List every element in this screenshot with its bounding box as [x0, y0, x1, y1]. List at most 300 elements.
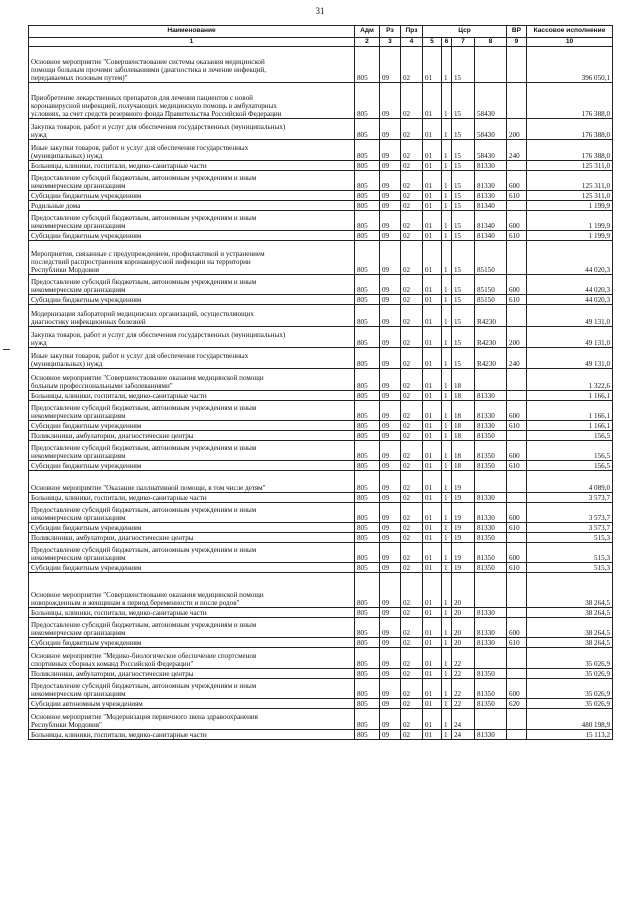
row-csr-part3: 15	[452, 140, 475, 161]
row-csr-part3: 15	[452, 348, 475, 369]
row-csr-part1: 01	[423, 421, 442, 431]
row-name: Предоставление субсидий бюджетным, автономным учреждениям и иным некоммерческим организациям	[29, 679, 355, 699]
row-rz: 09	[380, 47, 401, 83]
row-csr-part2: 1	[442, 461, 452, 471]
row-csr-part2: 1	[442, 608, 452, 618]
row-csr-part1: 01	[423, 730, 442, 740]
budget-table	[28, 25, 613, 740]
row-csr-part2: 1	[442, 493, 452, 503]
table-row	[29, 679, 613, 699]
row-csr-part3: 22	[452, 679, 475, 699]
row-csr-part4: 58430	[475, 83, 507, 119]
row-csr-part4: 81330	[475, 171, 507, 191]
row-vr: 600	[507, 441, 527, 461]
row-rz: 09	[380, 211, 401, 231]
row-csr-part2: 1	[442, 201, 452, 211]
row-csr-part1: 01	[423, 140, 442, 161]
row-csr-part1: 01	[423, 161, 442, 171]
row-prz: 02	[401, 47, 423, 83]
row-adm: 805	[355, 618, 380, 638]
row-adm: 805	[355, 83, 380, 119]
row-rz: 09	[380, 327, 401, 348]
header-prz: Прз	[401, 26, 423, 38]
row-vr: 600	[507, 618, 527, 638]
row-csr-part4: R4230	[475, 327, 507, 348]
table-row	[29, 638, 613, 648]
row-csr-part3: 18	[452, 461, 475, 471]
row-rz: 09	[380, 503, 401, 523]
row-name: Основное мероприятие "Медико-биологическое обеспечение спортсменов спортивных сборных команд Российской Федерации"	[29, 648, 355, 669]
row-rz: 09	[380, 83, 401, 119]
row-adm: 805	[355, 431, 380, 441]
row-name: Закупка товаров, работ и услуг для обеспечения государственных (муниципальных) нужд	[29, 119, 355, 140]
row-prz: 02	[401, 608, 423, 618]
row-csr-part2: 1	[442, 471, 452, 493]
row-rz: 09	[380, 608, 401, 618]
row-name: Мероприятия, связанные с предупреждением, профилактикой и устранением последствий распространения коронавирусной инфекции на территории Республики Мордовия	[29, 241, 355, 275]
row-amount: 35 026,9	[527, 679, 613, 699]
row-adm: 805	[355, 140, 380, 161]
row-csr-part2: 1	[442, 275, 452, 295]
row-amount: 44 020,3	[527, 241, 613, 275]
row-name: Основное мероприятие "Совершенствование системы оказания медицинской помощи больным прочими заболеваниями (диагностика и лечение инфекций, передаваемых половым путем)"	[29, 47, 355, 83]
row-rz: 09	[380, 461, 401, 471]
row-csr-part1: 01	[423, 401, 442, 421]
row-name: Предоставление субсидий бюджетным, автономным учреждениям и иным некоммерческим организациям	[29, 543, 355, 563]
row-csr-part3: 20	[452, 638, 475, 648]
row-csr-part3: 22	[452, 648, 475, 669]
row-name: Субсидии бюджетным учреждениям	[29, 523, 355, 533]
row-vr	[507, 369, 527, 391]
row-adm: 805	[355, 523, 380, 533]
row-prz: 02	[401, 431, 423, 441]
row-adm: 805	[355, 348, 380, 369]
row-csr-part4: 81330	[475, 618, 507, 638]
row-prz: 02	[401, 648, 423, 669]
row-name: Субсидии бюджетным учреждениям	[29, 563, 355, 573]
row-csr-part4: 81350	[475, 431, 507, 441]
row-prz: 02	[401, 231, 423, 241]
row-adm: 805	[355, 503, 380, 523]
col-number: 3	[380, 38, 401, 47]
row-adm: 805	[355, 563, 380, 573]
row-vr	[507, 201, 527, 211]
row-rz: 09	[380, 493, 401, 503]
row-vr: 240	[507, 140, 527, 161]
row-prz: 02	[401, 171, 423, 191]
row-vr	[507, 648, 527, 669]
row-amount: 1 166,1	[527, 421, 613, 431]
row-prz: 02	[401, 441, 423, 461]
row-csr-part4: 81350	[475, 699, 507, 709]
table-row	[29, 608, 613, 618]
row-rz: 09	[380, 401, 401, 421]
row-name: Модернизация лабораторий медицинских организаций, осуществляющих диагностику инфекционных болезней	[29, 305, 355, 327]
row-csr-part1: 01	[423, 47, 442, 83]
margin-mark	[3, 349, 10, 350]
row-rz: 09	[380, 119, 401, 140]
row-prz: 02	[401, 699, 423, 709]
row-amount: 15 113,2	[527, 730, 613, 740]
row-rz: 09	[380, 241, 401, 275]
row-amount: 156,5	[527, 441, 613, 461]
row-csr-part4: 81330	[475, 391, 507, 401]
row-csr-part3: 19	[452, 563, 475, 573]
row-adm: 805	[355, 171, 380, 191]
table-row	[29, 327, 613, 348]
row-prz: 02	[401, 471, 423, 493]
row-csr-part1: 01	[423, 369, 442, 391]
row-prz: 02	[401, 730, 423, 740]
col-number: 7	[452, 38, 475, 47]
row-prz: 02	[401, 191, 423, 201]
row-rz: 09	[380, 275, 401, 295]
row-csr-part3: 15	[452, 191, 475, 201]
col-number: 9	[507, 38, 527, 47]
row-vr: 620	[507, 699, 527, 709]
row-rz: 09	[380, 295, 401, 305]
row-csr-part1: 01	[423, 431, 442, 441]
row-prz: 02	[401, 305, 423, 327]
row-vr: 610	[507, 191, 527, 201]
row-amount: 1 166,1	[527, 391, 613, 401]
row-rz: 09	[380, 421, 401, 431]
row-csr-part1: 01	[423, 679, 442, 699]
row-csr-part1: 01	[423, 533, 442, 543]
row-amount: 1 322,6	[527, 369, 613, 391]
row-prz: 02	[401, 669, 423, 679]
row-adm: 805	[355, 648, 380, 669]
row-csr-part1: 01	[423, 648, 442, 669]
col-number: 4	[401, 38, 423, 47]
row-csr-part4	[475, 369, 507, 391]
col-number: 2	[355, 38, 380, 47]
row-rz: 09	[380, 431, 401, 441]
row-csr-part1: 01	[423, 305, 442, 327]
row-amount: 176 388,0	[527, 83, 613, 119]
row-adm: 805	[355, 533, 380, 543]
row-rz: 09	[380, 305, 401, 327]
row-name: Предоставление субсидий бюджетным, автономным учреждениям и иным некоммерческим организациям	[29, 171, 355, 191]
row-adm: 805	[355, 241, 380, 275]
row-csr-part3: 15	[452, 231, 475, 241]
row-csr-part3: 22	[452, 669, 475, 679]
row-csr-part1: 01	[423, 618, 442, 638]
row-csr-part1: 01	[423, 709, 442, 730]
row-csr-part4	[475, 471, 507, 493]
row-vr: 600	[507, 543, 527, 563]
table-row	[29, 348, 613, 369]
row-csr-part4: 81350	[475, 441, 507, 461]
row-csr-part2: 1	[442, 171, 452, 191]
header-vr: ВР	[507, 26, 527, 38]
row-csr-part3: 18	[452, 391, 475, 401]
row-csr-part3: 18	[452, 421, 475, 431]
row-amount: 38 264,5	[527, 618, 613, 638]
row-csr-part3: 20	[452, 608, 475, 618]
table-row	[29, 171, 613, 191]
row-name: Закупка товаров, работ и услуг для обеспечения государственных (муниципальных) нужд	[29, 327, 355, 348]
row-rz: 09	[380, 669, 401, 679]
row-adm: 805	[355, 421, 380, 431]
row-adm: 805	[355, 573, 380, 608]
row-csr-part2: 1	[442, 161, 452, 171]
row-prz: 02	[401, 421, 423, 431]
column-number-row	[29, 38, 613, 47]
row-rz: 09	[380, 161, 401, 171]
row-prz: 02	[401, 573, 423, 608]
row-prz: 02	[401, 679, 423, 699]
table-row	[29, 211, 613, 231]
row-csr-part2: 1	[442, 327, 452, 348]
row-name: Предоставление субсидий бюджетным, автономным учреждениям и иным некоммерческим организациям	[29, 618, 355, 638]
row-csr-part1: 01	[423, 241, 442, 275]
table-row	[29, 231, 613, 241]
row-csr-part1: 01	[423, 295, 442, 305]
row-rz: 09	[380, 231, 401, 241]
table-row	[29, 369, 613, 391]
row-csr-part2: 1	[442, 543, 452, 563]
row-csr-part2: 1	[442, 533, 452, 543]
row-adm: 805	[355, 730, 380, 740]
row-name: Основное мероприятие "Оказание паллиативной помощи, в том числе детям"	[29, 471, 355, 493]
row-amount: 156,5	[527, 431, 613, 441]
table-row	[29, 533, 613, 543]
row-prz: 02	[401, 638, 423, 648]
row-adm: 805	[355, 119, 380, 140]
row-prz: 02	[401, 241, 423, 275]
row-prz: 02	[401, 295, 423, 305]
row-amount: 49 131,0	[527, 305, 613, 327]
row-rz: 09	[380, 369, 401, 391]
row-csr-part2: 1	[442, 431, 452, 441]
row-rz: 09	[380, 679, 401, 699]
table-row	[29, 699, 613, 709]
row-rz: 09	[380, 730, 401, 740]
row-csr-part4: 81350	[475, 533, 507, 543]
row-csr-part3: 24	[452, 730, 475, 740]
row-prz: 02	[401, 201, 423, 211]
row-adm: 805	[355, 608, 380, 618]
row-name: Основное мероприятие "Совершенствование оказания медицинской помощи больным профессиональными заболеваниями"	[29, 369, 355, 391]
row-amount: 125 311,0	[527, 191, 613, 201]
row-csr-part2: 1	[442, 709, 452, 730]
row-amount: 35 026,9	[527, 648, 613, 669]
row-csr-part3: 18	[452, 441, 475, 461]
row-vr: 600	[507, 401, 527, 421]
row-adm: 805	[355, 699, 380, 709]
row-csr-part2: 1	[442, 119, 452, 140]
row-vr	[507, 391, 527, 401]
row-csr-part2: 1	[442, 231, 452, 241]
table-row	[29, 241, 613, 275]
row-csr-part2: 1	[442, 191, 452, 201]
row-amount: 1 199,9	[527, 201, 613, 211]
row-adm: 805	[355, 191, 380, 201]
row-csr-part1: 01	[423, 171, 442, 191]
row-csr-part2: 1	[442, 421, 452, 431]
row-csr-part2: 1	[442, 730, 452, 740]
row-vr	[507, 533, 527, 543]
table-row	[29, 523, 613, 533]
row-name: Поликлиники, амбулатории, диагностические центры	[29, 431, 355, 441]
row-amount: 44 020,3	[527, 295, 613, 305]
row-name: Больницы, клиники, госпитали, медико-санитарные части	[29, 161, 355, 171]
row-csr-part3: 19	[452, 493, 475, 503]
table-row	[29, 275, 613, 295]
row-name: Основное мероприятие "Модернизация первичного звена здравоохранения Республики Мордовия"	[29, 709, 355, 730]
row-csr-part4: 81340	[475, 211, 507, 231]
row-adm: 805	[355, 638, 380, 648]
row-amount: 1 199,9	[527, 211, 613, 231]
row-rz: 09	[380, 543, 401, 563]
table-row	[29, 83, 613, 119]
row-adm: 805	[355, 669, 380, 679]
table-row	[29, 140, 613, 161]
table-row	[29, 401, 613, 421]
row-amount: 176 388,0	[527, 140, 613, 161]
row-amount: 38 264,5	[527, 608, 613, 618]
row-vr: 600	[507, 211, 527, 231]
page-number: 31	[315, 6, 325, 16]
row-csr-part2: 1	[442, 503, 452, 523]
row-name: Субсидии бюджетным учреждениям	[29, 461, 355, 471]
row-adm: 805	[355, 391, 380, 401]
row-csr-part4: R4230	[475, 305, 507, 327]
row-adm: 805	[355, 401, 380, 421]
row-csr-part4: 81330	[475, 638, 507, 648]
row-adm: 805	[355, 305, 380, 327]
row-vr	[507, 730, 527, 740]
row-csr-part4	[475, 709, 507, 730]
row-csr-part1: 01	[423, 348, 442, 369]
row-name: Предоставление субсидий бюджетным, автономным учреждениям и иным некоммерческим организациям	[29, 503, 355, 523]
row-vr: 600	[507, 679, 527, 699]
row-adm: 805	[355, 461, 380, 471]
table-row	[29, 471, 613, 493]
row-adm: 805	[355, 471, 380, 493]
row-csr-part4: 81330	[475, 493, 507, 503]
row-prz: 02	[401, 493, 423, 503]
table-row	[29, 305, 613, 327]
table-row	[29, 441, 613, 461]
row-csr-part3: 18	[452, 431, 475, 441]
row-adm: 805	[355, 211, 380, 231]
row-vr: 200	[507, 327, 527, 348]
row-prz: 02	[401, 275, 423, 295]
header-rz: Рз	[380, 26, 401, 38]
row-csr-part2: 1	[442, 563, 452, 573]
row-vr	[507, 305, 527, 327]
row-csr-part2: 1	[442, 140, 452, 161]
row-rz: 09	[380, 648, 401, 669]
row-csr-part1: 01	[423, 563, 442, 573]
row-name: Приобретение лекарственных препаратов для лечения пациентов с новой коронавирусной инфекцией, получающих медицинскую помощь в амбулаторных условиях, за счет средств резервного фонда Правительства Российской Федерации	[29, 83, 355, 119]
row-csr-part3: 15	[452, 275, 475, 295]
row-name: Субсидии бюджетным учреждениям	[29, 421, 355, 431]
row-vr: 200	[507, 119, 527, 140]
row-prz: 02	[401, 348, 423, 369]
row-amount: 1 166,1	[527, 401, 613, 421]
row-csr-part2: 1	[442, 618, 452, 638]
row-csr-part4: 81330	[475, 191, 507, 201]
row-adm: 805	[355, 441, 380, 461]
row-csr-part3: 15	[452, 201, 475, 211]
table-row	[29, 543, 613, 563]
row-adm: 805	[355, 201, 380, 211]
row-csr-part2: 1	[442, 573, 452, 608]
row-name: Предоставление субсидий бюджетным, автономным учреждениям и иным некоммерческим организациям	[29, 211, 355, 231]
row-rz: 09	[380, 140, 401, 161]
row-adm: 805	[355, 493, 380, 503]
row-csr-part2: 1	[442, 391, 452, 401]
row-csr-part1: 01	[423, 191, 442, 201]
row-amount: 3 573,7	[527, 523, 613, 533]
row-csr-part2: 1	[442, 679, 452, 699]
row-prz: 02	[401, 523, 423, 533]
row-vr: 600	[507, 503, 527, 523]
row-csr-part1: 01	[423, 471, 442, 493]
row-prz: 02	[401, 140, 423, 161]
table-row	[29, 161, 613, 171]
row-csr-part2: 1	[442, 348, 452, 369]
row-csr-part4: 81350	[475, 669, 507, 679]
row-csr-part3: 20	[452, 573, 475, 608]
row-csr-part4: 85150	[475, 275, 507, 295]
row-amount: 4 089,0	[527, 471, 613, 493]
row-csr-part3: 18	[452, 401, 475, 421]
row-adm: 805	[355, 231, 380, 241]
row-csr-part1: 01	[423, 461, 442, 471]
row-name: Субсидии автономным учреждениям	[29, 699, 355, 709]
row-rz: 09	[380, 618, 401, 638]
row-csr-part2: 1	[442, 669, 452, 679]
row-rz: 09	[380, 638, 401, 648]
row-csr-part2: 1	[442, 47, 452, 83]
row-csr-part3: 15	[452, 305, 475, 327]
row-csr-part4: 58430	[475, 119, 507, 140]
row-csr-part4: 81340	[475, 231, 507, 241]
row-rz: 09	[380, 523, 401, 533]
row-csr-part2: 1	[442, 523, 452, 533]
table-row	[29, 431, 613, 441]
table-row	[29, 669, 613, 679]
row-csr-part1: 01	[423, 275, 442, 295]
row-csr-part3: 24	[452, 709, 475, 730]
row-rz: 09	[380, 191, 401, 201]
row-csr-part1: 01	[423, 201, 442, 211]
row-name: Больницы, клиники, госпитали, медико-санитарные части	[29, 391, 355, 401]
row-csr-part4: 58430	[475, 140, 507, 161]
table-row	[29, 191, 613, 201]
row-amount: 396 050,1	[527, 47, 613, 83]
row-prz: 02	[401, 461, 423, 471]
row-csr-part1: 01	[423, 211, 442, 231]
row-csr-part3: 15	[452, 241, 475, 275]
row-csr-part1: 01	[423, 608, 442, 618]
row-amount: 3 573,7	[527, 493, 613, 503]
row-prz: 02	[401, 119, 423, 140]
row-prz: 02	[401, 563, 423, 573]
row-vr	[507, 241, 527, 275]
row-vr	[507, 161, 527, 171]
row-amount: 515,3	[527, 533, 613, 543]
row-csr-part2: 1	[442, 648, 452, 669]
row-amount: 35 026,9	[527, 699, 613, 709]
row-csr-part4: 81330	[475, 730, 507, 740]
header-row	[29, 26, 613, 38]
row-name: Предоставление субсидий бюджетным, автономным учреждениям и иным некоммерческим организациям	[29, 401, 355, 421]
